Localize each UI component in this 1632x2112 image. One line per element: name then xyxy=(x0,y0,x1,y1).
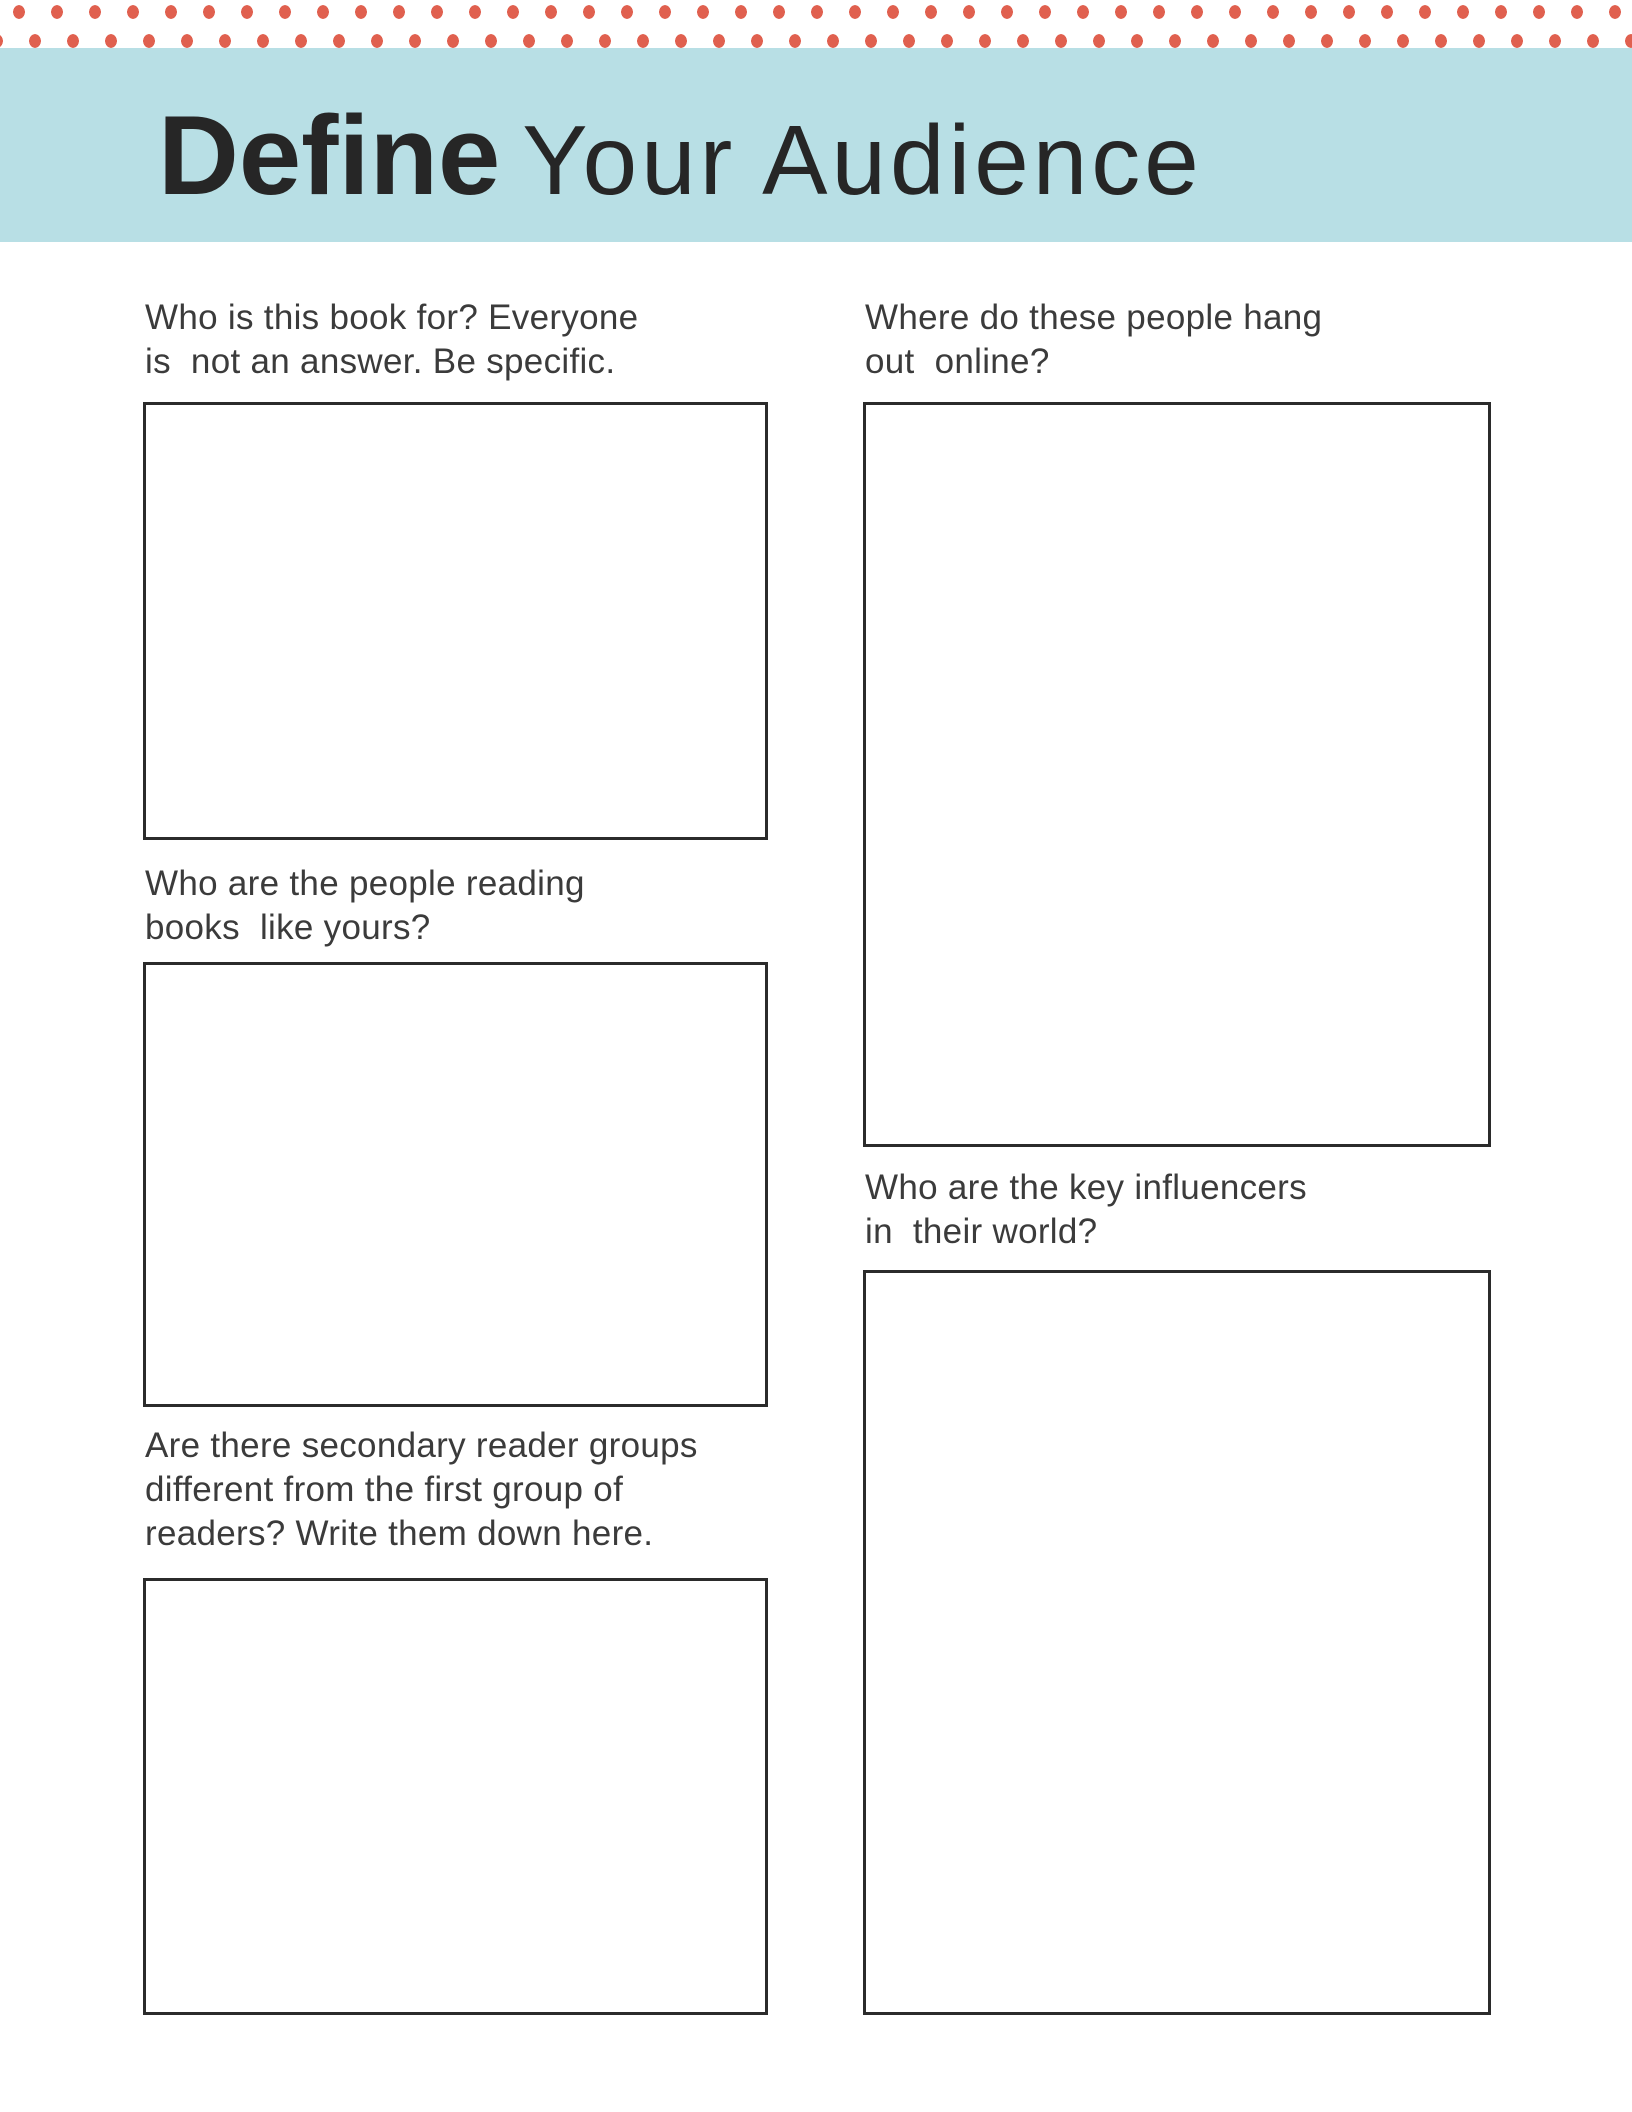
page-title-rest: Your Audience xyxy=(522,105,1203,215)
answer-box-comparable-readers[interactable] xyxy=(143,962,768,1407)
page-title-emphasis: Define xyxy=(158,93,501,218)
question-line: Who is this book for? Everyone xyxy=(145,298,639,337)
answer-box-primary-audience[interactable] xyxy=(143,402,768,840)
question-line: in their world? xyxy=(865,1212,1098,1251)
question-key-influencers xyxy=(865,1166,1493,1254)
page-header xyxy=(0,48,1632,242)
answer-box-online-hangouts[interactable] xyxy=(863,402,1491,1147)
answer-box-secondary-readers[interactable] xyxy=(143,1578,768,2015)
question-line: out online? xyxy=(865,342,1050,381)
question-line: is not an answer. Be specific. xyxy=(145,342,616,381)
question-secondary-readers xyxy=(145,1424,785,1556)
question-line: Are there secondary reader groups xyxy=(145,1426,698,1465)
question-line: readers? Write them down here. xyxy=(145,1514,654,1553)
question-line: Where do these people hang xyxy=(865,298,1323,337)
question-online-hangouts xyxy=(865,296,1493,384)
question-line: Who are the key influencers xyxy=(865,1168,1307,1207)
page-title xyxy=(158,93,1203,218)
question-line: different from the first group of xyxy=(145,1470,624,1509)
question-line: Who are the people reading xyxy=(145,864,585,903)
answer-box-key-influencers[interactable] xyxy=(863,1270,1491,2015)
polka-dot-border xyxy=(0,0,1632,48)
question-line: books like yours? xyxy=(145,908,431,947)
question-comparable-readers xyxy=(145,862,770,950)
question-primary-audience xyxy=(145,296,770,384)
